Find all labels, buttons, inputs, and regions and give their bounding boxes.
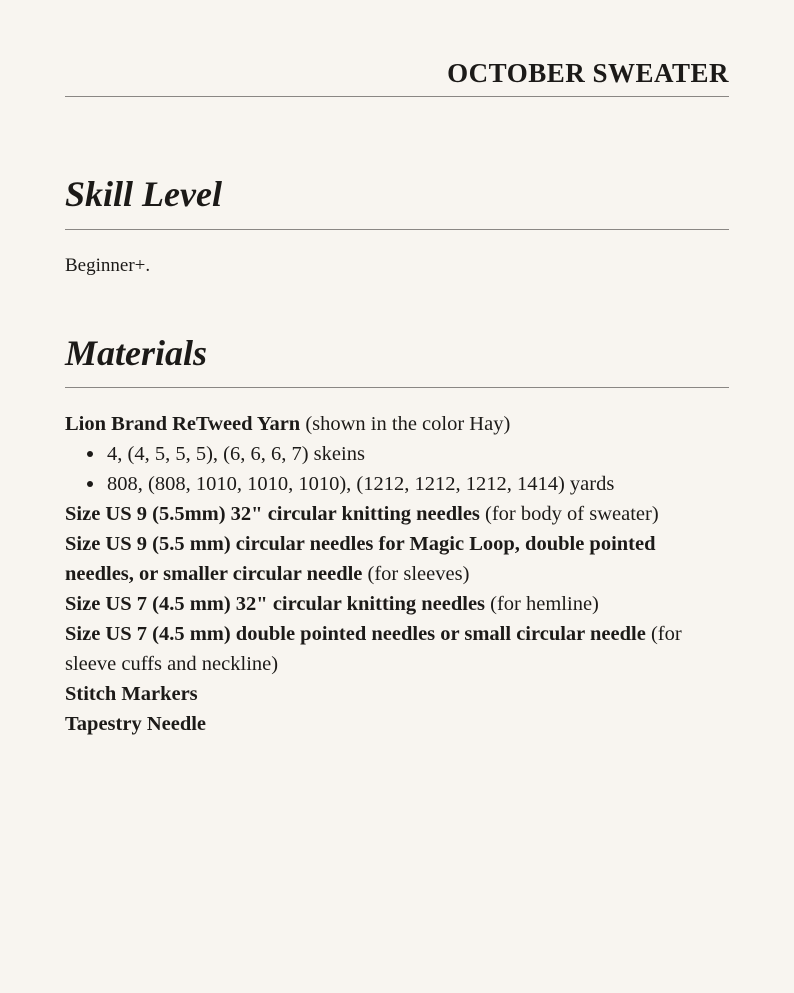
- skill-level-divider: [65, 229, 729, 230]
- needle-hemline-note: (for hemline): [490, 593, 599, 615]
- needle-cuffs-note-start: (for: [650, 623, 682, 645]
- needle-cuffs-name: Size US 7 (4.5 mm) double pointed needles or small circular needle: [65, 623, 646, 645]
- materials-heading: Materials: [65, 333, 208, 373]
- materials-list: [65, 409, 729, 739]
- yarn-details: [65, 439, 729, 499]
- needle-sleeves-line1: Size US 9 (5.5 mm) circular needles for Magic Loop, double pointed: [65, 533, 656, 555]
- stitch-markers: Stitch Markers: [65, 683, 198, 705]
- needle-body-name: Size US 9 (5.5mm) 32" circular knitting needles: [65, 503, 480, 525]
- needle-sleeves-line2: [65, 559, 729, 589]
- needle-hemline-name: Size US 7 (4.5 mm) 32" circular knitting needles: [65, 593, 486, 615]
- yarn-yards: 808, (808, 1010, 1010, 1010), (1212, 1212, 1212, 1414) yards: [65, 469, 729, 499]
- needle-cuffs-note-end: sleeve cuffs and neckline): [65, 653, 279, 675]
- needle-hemline: [65, 589, 729, 619]
- yarn-note: (shown in the color Hay): [305, 413, 511, 435]
- needle-sleeves-name: needles, or smaller circular needle: [65, 563, 363, 585]
- pattern-title: OCTOBER SWEATER: [447, 58, 729, 88]
- skill-level-heading: Skill Level: [65, 174, 222, 214]
- tapestry-needle: Tapestry Needle: [65, 713, 207, 735]
- header-divider: [65, 96, 729, 97]
- materials-divider: [65, 387, 729, 388]
- needle-cuffs-line1: [65, 619, 729, 649]
- skill-level-value: Beginner+.: [65, 255, 151, 276]
- yarn-skeins: 4, (4, 5, 5, 5), (6, 6, 6, 7) skeins: [65, 439, 729, 469]
- needle-body-note: (for body of sweater): [485, 503, 659, 525]
- needle-body: [65, 499, 729, 529]
- yarn-name: Lion Brand ReTweed Yarn: [65, 413, 301, 435]
- yarn-line: [65, 409, 729, 439]
- needle-sleeves-note: (for sleeves): [367, 563, 470, 585]
